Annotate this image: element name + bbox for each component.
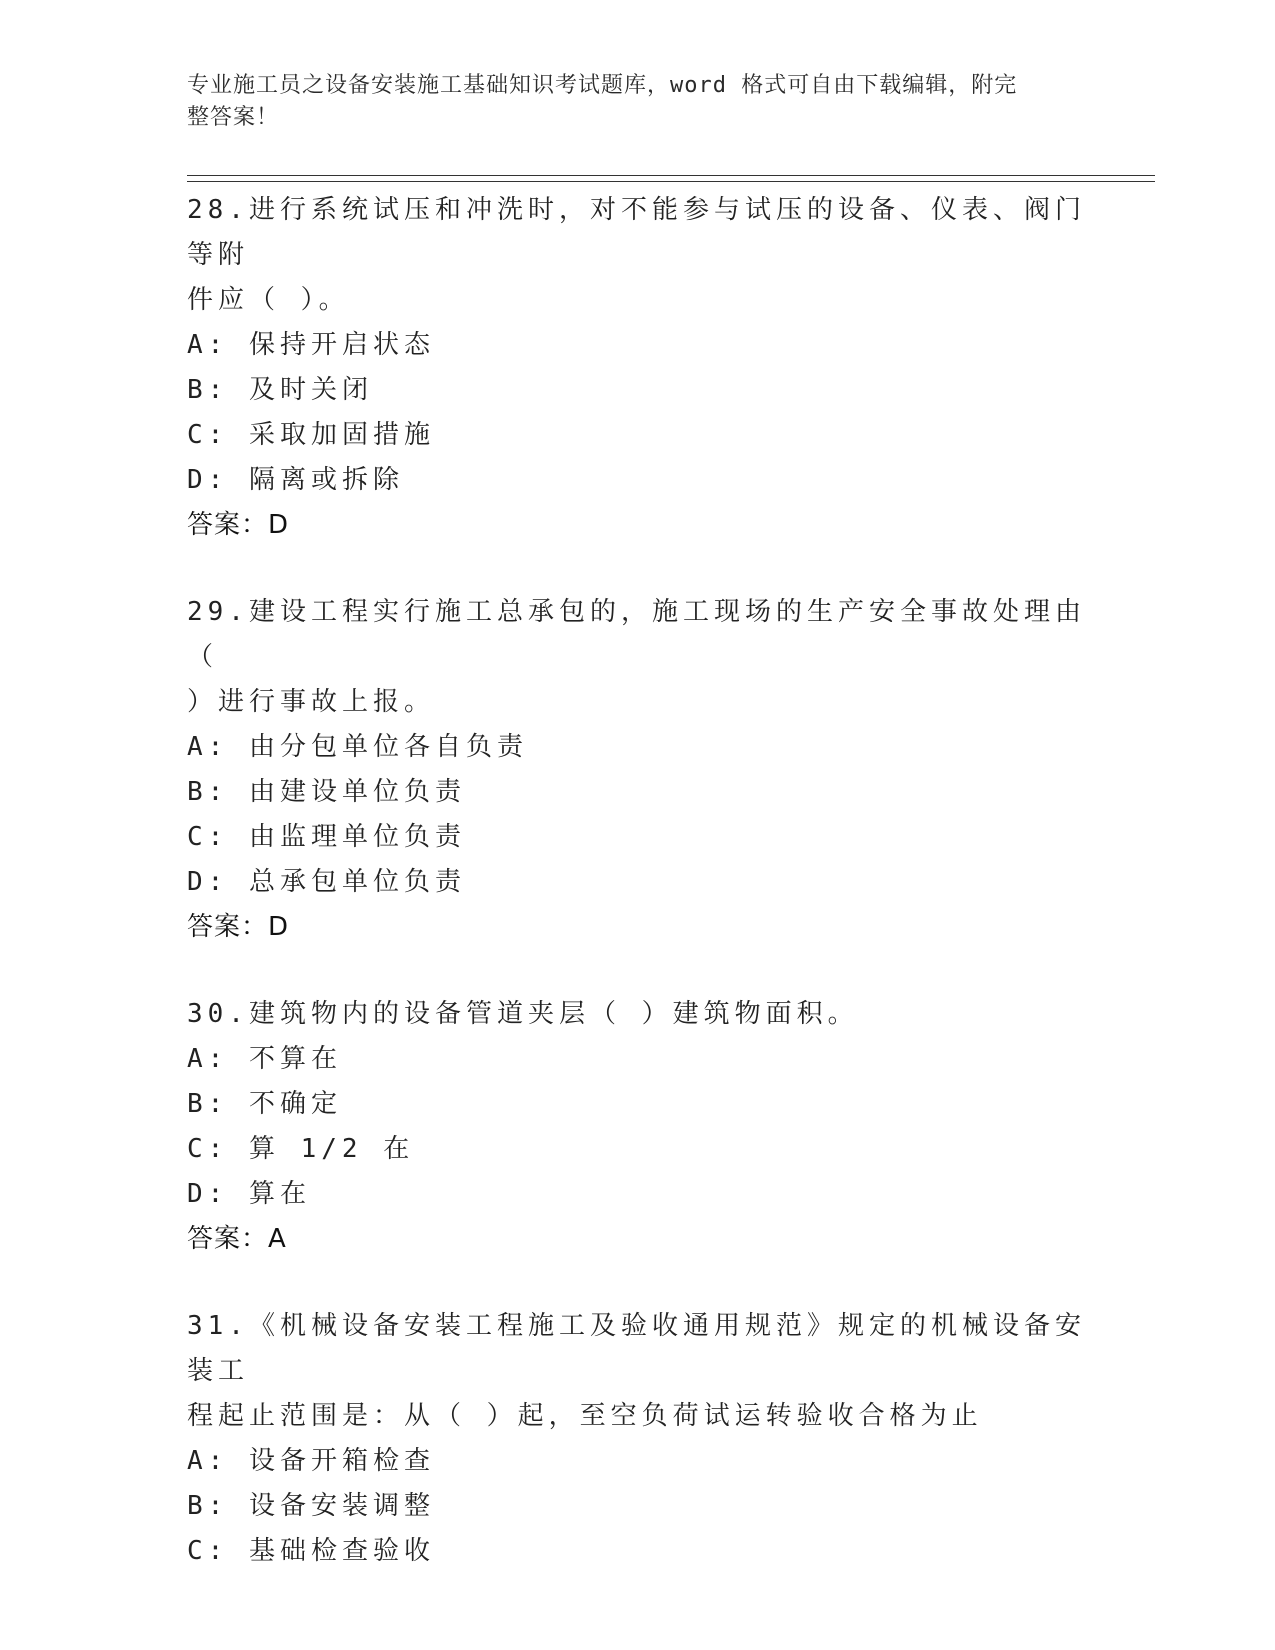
- question-31: [187, 1304, 1087, 1574]
- answer: 答案：A: [187, 1224, 287, 1254]
- header-divider-bottom: [187, 181, 1155, 182]
- option-c: C: 由监理单位负责: [187, 822, 466, 852]
- option-a: A: 不算在: [187, 1044, 342, 1074]
- question-text-line: 程起止范围是：从（ ）起，至空负荷试运转验收合格为止: [187, 1401, 983, 1431]
- header-line-1: 专业施工员之设备安装施工基础知识考试题库，word 格式可自由下载编辑，附完: [187, 73, 1018, 98]
- option-a: A: 保持开启状态: [187, 330, 435, 360]
- option-c: C: 基础检查验收: [187, 1536, 435, 1566]
- question-text: [187, 1304, 1087, 1439]
- answer: 答案：D: [187, 912, 290, 942]
- option-b: B: 不确定: [187, 1089, 342, 1119]
- option-d: D: 算在: [187, 1179, 311, 1209]
- option-b: B: 由建设单位负责: [187, 777, 466, 807]
- option-c: C: 采取加固措施: [187, 420, 435, 450]
- question-text-line: 28.进行系统试压和冲洗时，对不能参与试压的设备、仪表、阀门等附: [187, 195, 1086, 270]
- option-a: A: 由分包单位各自负责: [187, 732, 528, 762]
- question-text-line: 29.建设工程实行施工总承包的，施工现场的生产安全事故处理由（: [187, 597, 1086, 672]
- option-d: D: 总承包单位负责: [187, 867, 466, 897]
- question-text-line: 31.《机械设备安装工程施工及验收通用规范》规定的机械设备安装工: [187, 1311, 1086, 1386]
- header-line-2: 整答案！: [187, 105, 280, 130]
- option-a: A: 设备开箱检查: [187, 1446, 435, 1476]
- option-c: C: 算 1/2 在: [187, 1134, 415, 1164]
- question-text-line: 30.建筑物内的设备管道夹层（ ）建筑物面积。: [187, 999, 859, 1029]
- option-d: D: 隔离或拆除: [187, 465, 404, 495]
- header-divider-top: [187, 175, 1155, 176]
- question-29: [187, 590, 1087, 950]
- option-b: B: 设备安装调整: [187, 1491, 435, 1521]
- question-30: [187, 992, 1087, 1262]
- question-list: [187, 188, 1087, 1616]
- question-text: [187, 590, 1087, 725]
- question-text: [187, 992, 1087, 1037]
- option-b: B: 及时关闭: [187, 375, 373, 405]
- document-header: [187, 70, 1067, 134]
- answer: 答案：D: [187, 510, 290, 540]
- question-text: [187, 188, 1087, 323]
- question-text-line: ）进行事故上报。: [187, 687, 436, 717]
- question-28: [187, 188, 1087, 548]
- question-text-line: 件应（ ）。: [187, 285, 350, 315]
